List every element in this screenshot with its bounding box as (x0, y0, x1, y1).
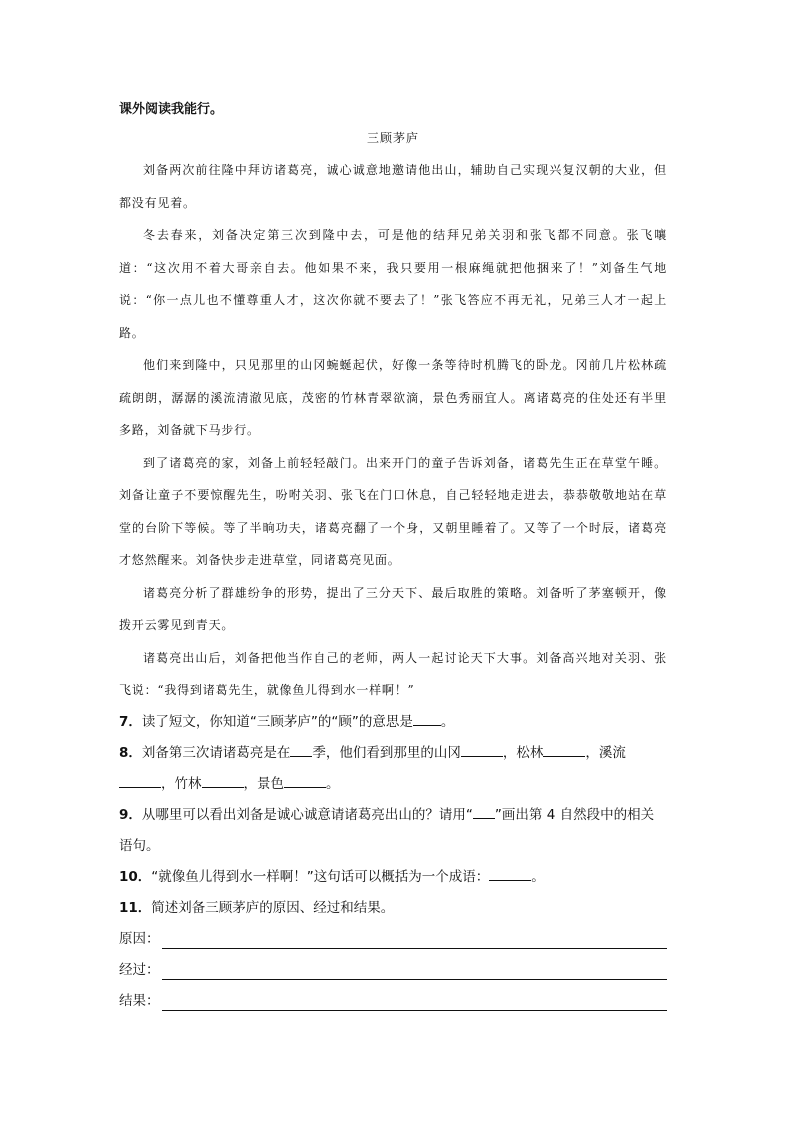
reason-label: 原因： (119, 930, 160, 947)
story-paragraph-4: 到了诸葛亮的家，刘备上前轻轻敲门。出来开门的童子告诉刘备，诸葛先生正在草堂午睡。刘备让童子不要惊醒先生，吩咐关羽、张飞在门口休息，自己轻轻地走进去，恭恭敬敬地站在草堂的台阶下等候。等了半晌功夫，诸葛亮翻了一个身，又朝里睡着了。又等了一个时辰，诸葛亮才悠然醒来。刘备快步走进草堂，同诸葛亮见面。 (119, 455, 667, 567)
process-label: 经过： (119, 961, 160, 978)
story-paragraph-2: 冬去春来，刘备决定第三次到隆中去，可是他的结拜兄弟关羽和张飞都不同意。张飞嚷道：“这次用不着大哥亲自去。他如果不来，我只要用一根麻绳就把他捆来了！”刘备生气地说：“你一点儿也不懂尊重人才，这次你就不要去了！”张飞答应不再无礼，兄弟三人才一起上路。 (119, 228, 667, 340)
reason-answer-field[interactable] (162, 928, 668, 949)
scenery-blank[interactable] (284, 773, 326, 788)
question-11 (119, 893, 667, 924)
question-9-part2: ”画出第 4 自然段中的相关语句。 (119, 806, 655, 854)
process-answer-field[interactable] (162, 959, 668, 980)
story-passage (119, 154, 667, 707)
story-paragraph-5: 诸葛亮分析了群雄纷争的形势，提出了三分天下、最后取胜的策略。刘备听了茅塞顿开，像拨开云雾见到青天。 (119, 585, 667, 632)
question-7 (119, 707, 667, 738)
question-7-end: 。 (440, 713, 455, 730)
question-8-part1: 刘备第三次请诸葛亮是在 (141, 744, 291, 761)
question-9 (119, 800, 667, 862)
question-8-end: 。 (326, 775, 340, 792)
reason-answer-line (119, 924, 667, 955)
stream-blank[interactable] (119, 773, 161, 788)
question-list (119, 707, 667, 1017)
pine-forest-blank[interactable] (543, 742, 585, 757)
question-9-number: 9． (119, 806, 142, 823)
story-paragraph-1: 刘备两次前往隆中拜访诸葛亮，诚心诚意地邀请他出山，辅助自己实现兴复汉朝的大业，但都没有见着。 (119, 163, 667, 210)
story-paragraph-6: 诸葛亮出山后，刘备把他当作自己的老师，两人一起讨论天下大事。刘备高兴地对关羽、张飞说：“我得到诸葛先生，就像鱼儿得到水一样啊！” (119, 650, 667, 697)
question-7-text: 读了短文，你知道“三顾茅庐”的“顾”的意思是 (141, 713, 413, 730)
idiom-answer-blank[interactable] (489, 866, 531, 881)
worksheet-page (119, 98, 667, 1017)
question-11-number: 11． (119, 899, 152, 916)
story-paragraph-3: 他们来到隆中，只见那里的山冈蜿蜒起伏，好像一条等待时机腾飞的卧龙。冈前几片松林疏疏朗朗，潺潺的溪流清澈见底，茂密的竹林青翠欲滴，景色秀丽宜人。离诸葛亮的住处还有半里多路，刘备就下马步行。 (119, 358, 667, 437)
result-answer-line (119, 986, 667, 1017)
question-8-part2: 季，他们看到那里的山冈 (312, 744, 461, 761)
result-label: 结果： (119, 992, 160, 1009)
question-8-part3: ，松林 (502, 744, 544, 761)
question-8-part5: ，竹林 (161, 775, 202, 792)
question-11-text: 简述刘备三顾茅庐的原因、经过和结果。 (151, 899, 395, 916)
question-7-number: 7． (119, 713, 142, 730)
hill-blank[interactable] (461, 742, 503, 757)
question-10-number: 10． (119, 868, 152, 885)
question-7-answer-blank[interactable] (413, 711, 441, 726)
question-10-end: 。 (531, 868, 545, 885)
question-8-part6: ，景色 (243, 775, 284, 792)
question-8-number: 8． (119, 744, 142, 761)
underline-symbol (473, 804, 495, 819)
season-blank[interactable] (290, 742, 312, 757)
question-8-part4: ，溪流 (585, 744, 626, 761)
question-9-part1: 从哪里可以看出刘备是诚心诚意请诸葛亮出山的？请用“ (141, 806, 473, 823)
question-10-text: “就像鱼儿得到水一样啊！”这句话可以概括为一个成语： (151, 868, 490, 885)
question-10 (119, 862, 667, 893)
result-answer-field[interactable] (162, 990, 668, 1011)
process-answer-line (119, 955, 667, 986)
question-8 (119, 738, 667, 800)
section-heading: 课外阅读我能行。 (119, 102, 224, 117)
bamboo-blank[interactable] (202, 773, 244, 788)
story-title: 三顾茅庐 (366, 131, 419, 145)
